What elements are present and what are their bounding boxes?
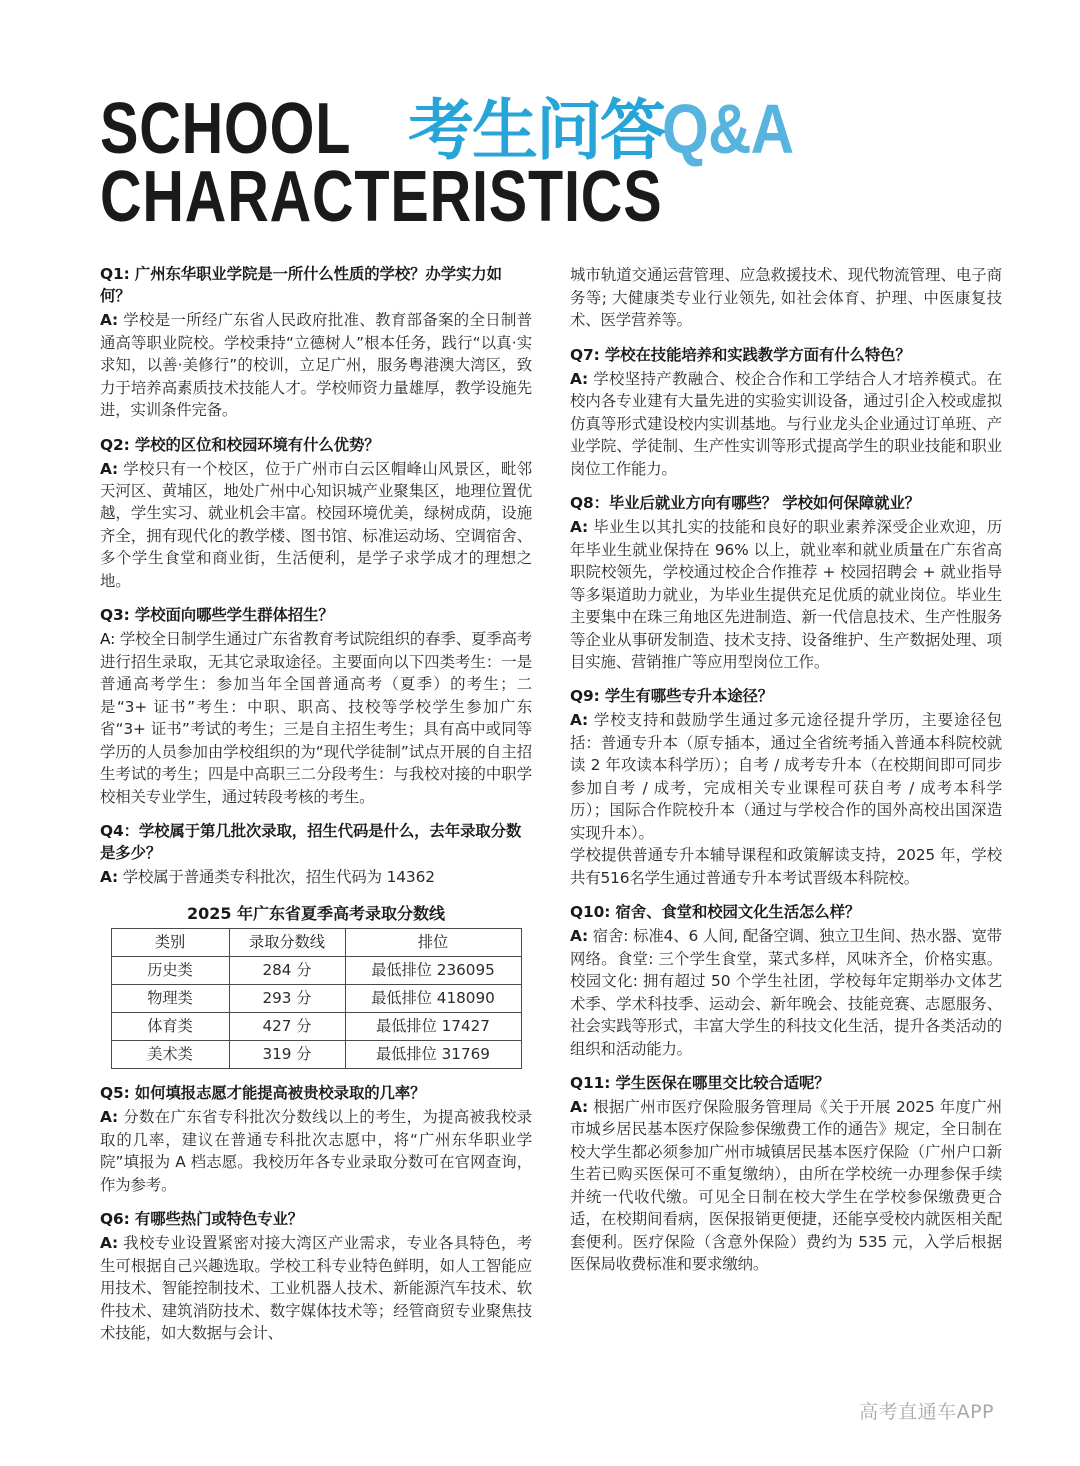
- qa-block-q10: [570, 902, 1002, 1060]
- answer-q7: [570, 368, 1002, 480]
- question-q7: Q7: 学校在技能培养和实践教学方面有什么特色？: [570, 345, 911, 364]
- question-q10: Q10: 宿舍、食堂和校园文化生活怎么样？: [570, 903, 861, 922]
- answer-lead-q3: A:: [100, 630, 116, 649]
- answer-q6: [100, 1232, 532, 1344]
- answer-lead-q9: A:: [570, 711, 589, 730]
- table-row: [111, 985, 521, 1013]
- question-q11: Q11: 学生医保在哪里交比较合适呢？: [570, 1074, 830, 1093]
- answer-text-q9: 学校支持和鼓励学生通过多元途径提升学历，主要途径包括：普通专升本（原专插本，通过全省统考插入普通本科院校就读 2 年攻读本科学历）；自考 / 成考专升本（在校期间即可同步参加自考 / 成考，完成相关专业课程可获自考 / 成考本科学历）；国际合作院校升本（通过与学校合作的国外高校出国深造实现升本）。: [570, 711, 1002, 842]
- answer-text-q10: 宿舍: 标准4、6 人间, 配备空调、独立卫生间、热水器、宽带网络。食堂: 三个学生食堂，菜式多样，风味齐全，价格实惠。校园文化: 拥有超过 50 个学生社团，学校每年定期举办文体艺术季、学术科技季、运动会、新年晚会、技能竞赛、志愿服务、社会实践等形式，丰富大学生的科技文化生活，提升各类活动的组织和活动能力。: [570, 927, 1002, 1058]
- answer-text-q5: 分数在广东省专科批次分数线以上的考生，为提高被我校录取的几率，建议在普通专科批次志愿中，将“广州东华职业学院”填报为 A 档志愿。我校历年各专业录取分数可在官网查询，作为参考。: [100, 1108, 532, 1194]
- qa-block-q4: [100, 821, 532, 888]
- answer-text-q1: 学校是一所经广东省人民政府批准、教育部备案的全日制普通高等职业院校。学校秉持“立德树人”根本任务，践行“以真·实求知，以善·美修行”的校训，立足广州，服务粤港澳大湾区，致力于培养高素质技术技能人才。学校师资力量雄厚，教学设施先进，实训条件完备。: [100, 311, 532, 420]
- answer-q2: [100, 458, 532, 593]
- answer-text-q6: 我校专业设置紧密对接大湾区产业需求，专业各具特色，考生可根据自己兴趣选取。学校工科专业特色鲜明，如人工智能应用技术、智能控制技术、工业机器人技术、新能源汽车技术、软件技术、建筑消防技术、数字媒体技术等；经管商贸专业聚焦技术技能，如大数据与会计、: [100, 1234, 532, 1343]
- question-q5: Q5: 如何填报志愿才能提高被贵校录取的几率？: [100, 1084, 426, 1103]
- cell-category: 体育类: [111, 1013, 229, 1041]
- qa-block-q7: [570, 345, 1002, 480]
- cell-score: 284 分: [229, 957, 345, 985]
- table-row: [111, 1013, 521, 1041]
- answer-text-q11: 根据广州市医疗保险服务管理局《关于开展 2025 年度广州市城乡居民基本医疗保险参保缴费工作的通告》规定，全日制在校大学生都必须参加广州市城镇居民基本医疗保险（广州户口新生若已购买医保可不重复缴纳），由所在学校统一办理参保手续并统一代收代缴。可见全日制在校大学生在学校参保缴费更合适，在校期间看病，医保报销更便捷，还能享受校内就医相关配套便利。医疗保险（含意外保险）费约为 535 元，入学后根据医保局收费标准和要求缴纳。: [570, 1097, 1002, 1274]
- qa-block-q9: [570, 686, 1002, 889]
- cell-rank: 最低排位 418090: [345, 985, 521, 1013]
- question-q6: Q6: 有哪些热门或特色专业？: [100, 1210, 304, 1229]
- cell-score: 319 分: [229, 1041, 345, 1069]
- answer-lead-q10: A:: [570, 927, 589, 946]
- answer-lead-q8: A:: [570, 518, 589, 537]
- question-q2: Q2: 学校的区位和校园环境有什么优势？: [100, 435, 380, 454]
- masthead-line-2: [100, 157, 994, 238]
- cell-rank: 最低排位 31769: [345, 1041, 521, 1069]
- answer-lead-q4: A:: [100, 867, 119, 886]
- qa-block-q8: [570, 493, 1002, 673]
- masthead-characteristics-text: CHARACTERISTICS: [100, 157, 663, 238]
- answer-text-q2: 学校只有一个校区，位于广州市白云区帽峰山风景区，毗邻天河区、黄埔区，地处广州中心知识城产业聚集区，地理位置优越，学生实习、就业机会丰富。校园环境优美，绿树成荫，设施齐全，拥有现代化的教学楼、图书馆、标准运动场、空调宿舍、多个学生食堂和商业街，生活便利，是学子求学成才的理想之地。: [100, 459, 532, 590]
- question-q8: Q8：毕业后就业方向有哪些？ 学校如何保障就业？: [570, 494, 920, 513]
- question-q3: Q3: 学校面向哪些学生群体招生？: [100, 606, 334, 625]
- cell-category: 历史类: [111, 957, 229, 985]
- masthead-chinese-text: 考生问答: [408, 92, 665, 169]
- answer-text-q7: 学校坚持产教融合、校企合作和工学结合人才培养模式。在校内各专业建有大量先进的实验实训设备，通过引企入校或虚拟仿真等形式建设校内实训基地。与行业龙头企业通过订单班、产业学院、学徒制、生产性实训等形式提高学生的职业技能和职业岗位工作能力。: [570, 369, 1002, 478]
- question-q4: Q4：学校属于第几批次录取，招生代码是什么，去年录取分数是多少？: [100, 822, 522, 863]
- table-row: [111, 957, 521, 985]
- score-table: [111, 928, 522, 1069]
- qa-block-q5: [100, 1083, 532, 1196]
- answer-lead-q1: A:: [100, 311, 119, 330]
- content-columns: [100, 264, 1002, 1357]
- cell-score: 427 分: [229, 1013, 345, 1041]
- qa-block-q11: [570, 1073, 1002, 1276]
- answer-text-q4: 学校属于普通类专科批次，招生代码为 14362: [118, 867, 435, 886]
- score-table-caption: 2025 年广东省夏季高考录取分数线: [186, 904, 446, 924]
- table-header-category: 类别: [111, 929, 229, 957]
- answer-lead-q5: A:: [100, 1108, 119, 1127]
- left-column: [100, 264, 532, 1357]
- answer-lead-q2: A:: [100, 459, 119, 478]
- answer-lead-q6: A:: [100, 1234, 119, 1253]
- answer-lead-q11: A:: [570, 1097, 589, 1116]
- masthead-qa-text: Q&A: [662, 90, 794, 168]
- answer-q9: [570, 709, 1002, 844]
- table-header-rank: 排位: [345, 929, 521, 957]
- answer-q5: [100, 1106, 532, 1196]
- answer-lead-q7: A:: [570, 369, 589, 388]
- masthead-line-1: [100, 89, 994, 169]
- cell-rank: 最低排位 17427: [345, 1013, 521, 1041]
- answer-q11: [570, 1096, 1002, 1276]
- cell-category: 物理类: [111, 985, 229, 1013]
- answer-q9-paragraph-2: 学校提供普通专升本辅导课程和政策解读支持，2025 年，学校共有516名学生通过普通专升本考试晋级本科院校。: [570, 846, 1002, 887]
- cell-category: 美术类: [111, 1041, 229, 1069]
- qa-block-q2: [100, 435, 532, 593]
- cell-rank: 最低排位 236095: [345, 957, 521, 985]
- footer-watermark: 高考直通车APP: [859, 1401, 994, 1423]
- answer-text-q3: 学校全日制学生通过广东省教育考试院组织的春季、夏季高考进行招生录取，无其它录取途径。主要面向以下四类考生：一是普通高考学生：参加当年全国普通高考（夏季）的考生；二是“3+ 证书”考生：中职、职高、技校等学校学生参加广东省“3+ 证书”考试的考生；三是自主招生考生；具有高中或同等学历的人员参加由学校组织的为“现代学徒制”试点开展的自主招生考试的考生；四是中高职三二分段考生：与我校对接的中职学校相关专业学生，通过转段考核的考生。: [100, 630, 532, 806]
- qa-block-q1: [100, 264, 532, 421]
- answer-q6-continued: 城市轨道交通运营管理、应急救援技术、现代物流管理、电子商务等; 大健康类专业行业领先, 如社会体育、护理、中医康复技术、医学营养等。: [570, 266, 1002, 330]
- answer-text-q8: 毕业生以其扎实的技能和良好的职业素养深受企业欢迎，历年毕业生就业保持在 96% 以上，就业率和就业质量在广东省高职院校领先，学校通过校企合作推荐 + 校园招聘会 + 就业指导等多渠道助力就业，为毕业生提供充足优质的就业岗位。毕业生主要集中在珠三角地区先进制造、新一代信息技术、生产性服务等企业从事研发制造、技术支持、设备维护、生产数据处理、项目实施、营销推广等应用型岗位工作。: [570, 518, 1002, 671]
- page-title: [100, 89, 994, 238]
- table-header-row: [111, 929, 521, 957]
- answer-q3: [100, 628, 532, 808]
- answer-q4: [100, 866, 532, 888]
- qa-block-q6: [100, 1209, 532, 1344]
- question-q9: Q9: 学生有哪些专升本途径？: [570, 687, 774, 706]
- qa-block-q3: [100, 605, 532, 808]
- answer-q1: [100, 309, 532, 421]
- masthead-school-text: SCHOOL: [100, 89, 352, 169]
- cell-score: 293 分: [229, 985, 345, 1013]
- table-row: [111, 1041, 521, 1069]
- question-q1: Q1: 广州东华职业学院是一所什么性质的学校？办学实力如何？: [100, 265, 502, 306]
- answer-q8: [570, 516, 1002, 673]
- score-table-section: [100, 901, 532, 1069]
- answer-q10: [570, 925, 1002, 1060]
- table-header-score: 录取分数线: [229, 929, 345, 957]
- right-column: [570, 264, 1002, 1288]
